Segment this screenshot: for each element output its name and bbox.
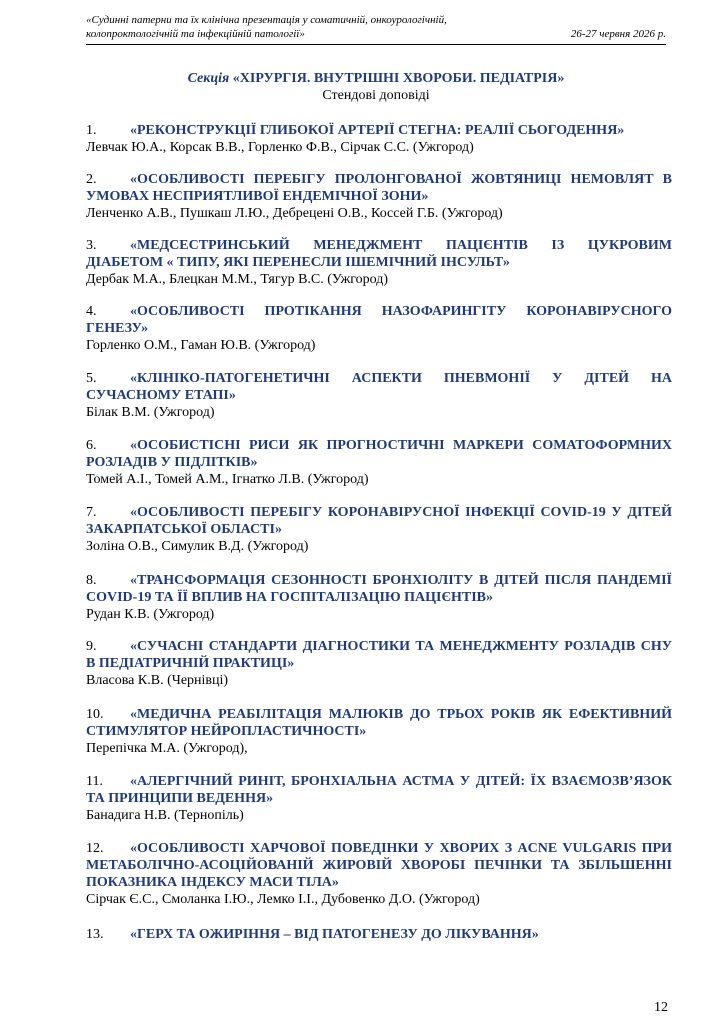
report-entry xyxy=(86,122,672,156)
report-number: 12. xyxy=(86,841,104,856)
report-title: «ОСОБЛИВОСТІ ПРОТІКАННЯ НАЗОФАРИНГІТУ КОРОНАВІРУСНОГО ГЕНЕЗУ» xyxy=(86,304,672,336)
report-title: «ГЕРХ ТА ОЖИРІННЯ – ВІД ПАТОГЕНЕЗУ ДО ЛІКУВАННЯ» xyxy=(130,927,539,942)
report-entry xyxy=(86,840,672,908)
report-entry xyxy=(86,572,672,623)
report-number: 5. xyxy=(86,371,97,386)
running-header xyxy=(86,13,666,41)
report-entry xyxy=(86,504,672,555)
report-entry xyxy=(86,237,672,288)
section-label: Секція xyxy=(187,71,230,86)
report-title: «РЕКОНСТРУКЦІЇ ГЛИБОКОЇ АРТЕРІЇ СТЕГНА: РЕАЛІЇ СЬОГОДЕННЯ» xyxy=(130,123,625,138)
report-title: «ТРАНСФОРМАЦІЯ СЕЗОННОСТІ БРОНХІОЛІТУ В ДІТЕЙ ПІСЛЯ ПАНДЕМІЇ COVID-19 ТА ЇЇ ВПЛИВ НА ГОСПІТАЛІЗАЦІЮ ПАЦІЄНТІВ» xyxy=(86,573,672,605)
report-entry xyxy=(86,706,672,757)
report-authors: Білак В.М. (Ужгород) xyxy=(86,405,215,420)
report-title: «СУЧАСНІ СТАНДАРТИ ДІАГНОСТИКИ ТА МЕНЕДЖМЕНТУ РОЗЛАДІВ СНУ В ПЕДІАТРИЧНІЙ ПРАКТИЦІ» xyxy=(86,639,672,671)
page-number: 12 xyxy=(654,1000,668,1015)
section-name: «ХІРУРГІЯ. ВНУТРІШНІ ХВОРОБИ. ПЕДІАТРІЯ» xyxy=(232,71,565,86)
report-authors: Дербак М.А., Блецкан М.М., Тягур В.С. (Ужгород) xyxy=(86,272,389,287)
report-authors: Ленченко А.В., Пушкаш Л.Ю., Дебрецені О.В., Коссей Г.Б. (Ужгород) xyxy=(86,206,503,221)
report-title: «АЛЕРГІЧНИЙ РИНІТ, БРОНХІАЛЬНА АСТМА У ДІТЕЙ: ЇХ ВЗАЄМОЗВ’ЯЗОК ТА ПРИНЦИПИ ВЕДЕННЯ» xyxy=(86,774,672,806)
header-rule xyxy=(86,44,666,45)
report-authors: Банадига Н.В. (Тернопіль) xyxy=(86,808,244,823)
report-entry xyxy=(86,303,672,354)
report-number: 3. xyxy=(86,238,97,253)
report-number: 7. xyxy=(86,505,97,520)
section-title xyxy=(86,70,666,87)
report-number: 10. xyxy=(86,707,104,722)
report-entry xyxy=(86,926,672,943)
report-title: «МЕДСЕСТРИНСЬКИЙ МЕНЕДЖМЕНТ ПАЦІЄНТІВ ІЗ ЦУКРОВИМ ДІАБЕТОМ « ТИПУ, ЯКІ ПЕРЕНЕСЛИ ІШЕМІЧНИЙ ІНСУЛЬТ» xyxy=(86,238,672,270)
report-authors: Рудан К.В. (Ужгород) xyxy=(86,607,215,622)
report-entry xyxy=(86,773,672,824)
report-authors: Золіна О.В., Симулик В.Д. (Ужгород) xyxy=(86,539,309,554)
report-entry xyxy=(86,370,672,421)
report-number: 13. xyxy=(86,927,104,942)
report-authors: Томей А.І., Томей А.М., Ігнатко Л.В. (Ужгород) xyxy=(86,472,369,487)
report-number: 8. xyxy=(86,573,97,588)
header-line-1: «Судинні патерни та їх клінічна презентація у соматичній, онкоурологічній, xyxy=(86,14,447,26)
report-number: 6. xyxy=(86,438,97,453)
report-number: 9. xyxy=(86,639,97,654)
report-number: 4. xyxy=(86,304,97,319)
report-title: «ОСОБЛИВОСТІ ПЕРЕБІГУ КОРОНАВІРУСНОЇ ІНФЕКЦІЇ COVID-19 У ДІТЕЙ ЗАКАРПАТСЬКОЇ ОБЛАСТІ» xyxy=(86,505,672,537)
report-title: «МЕДИЧНА РЕАБІЛІТАЦІЯ МАЛЮКІВ ДО ТРЬОХ РОКІВ ЯК ЕФЕКТИВНИЙ СТИМУЛЯТОР НЕЙРОПЛАСТИЧНОСТІ» xyxy=(86,707,672,739)
report-number: 1. xyxy=(86,123,97,138)
report-title: «ОСОБИСТІСНІ РИСИ ЯК ПРОГНОСТИЧНІ МАРКЕРИ СОМАТОФОРМНИХ РОЗЛАДІВ У ПІДЛІТКІВ» xyxy=(86,438,672,470)
header-line-2: колопроктологічній та інфекційній патології» xyxy=(86,28,305,40)
report-authors: Горленко О.М., Гаман Ю.В. (Ужгород) xyxy=(86,338,316,353)
report-title: «ОСОБЛИВОСТІ ПЕРЕБІГУ ПРОЛОНГОВАНОЇ ЖОВТЯНИЦІ НЕМОВЛЯТ В УМОВАХ НЕСПРИЯТЛИВОЇ ЕНДЕМІЧНОЇ ЗОНИ» xyxy=(86,172,672,204)
report-entry xyxy=(86,171,672,222)
report-authors: Власова К.В. (Чернівці) xyxy=(86,673,229,688)
report-entry xyxy=(86,638,672,689)
report-number: 11. xyxy=(86,774,103,789)
report-authors: Сірчак Є.С., Смоланка І.Ю., Лемко І.І., Дубовенко Д.О. (Ужгород) xyxy=(86,892,480,907)
report-authors: Левчак Ю.А., Корсак В.В., Горленко Ф.В., Сірчак С.С. (Ужгород) xyxy=(86,140,474,155)
header-date: 26-27 червня 2026 р. xyxy=(570,28,666,40)
report-number: 2. xyxy=(86,172,97,187)
report-entry xyxy=(86,437,672,488)
report-authors: Перепічка М.А. (Ужгород), xyxy=(86,741,248,756)
report-title: «ОСОБЛИВОСТІ ХАРЧОВОЇ ПОВЕДІНКИ У ХВОРИХ З ACNE VULGARIS ПРИ МЕТАБОЛІЧНО-АСОЦІЙОВАНІЙ ЖИРОВІЙ ХВОРОБІ ПЕЧІНКИ ТА ЗБІЛЬШЕННІ ПОКАЗНИКА ІНДЕКСУ МАСИ ТІЛА» xyxy=(86,841,672,890)
section-subtitle: Стендові доповіді xyxy=(322,88,430,103)
report-title: «КЛІНІКО-ПАТОГЕНЕТИЧНІ АСПЕКТИ ПНЕВМОНІЇ У ДІТЕЙ НА СУЧАСНОМУ ЕТАПІ» xyxy=(86,371,672,403)
